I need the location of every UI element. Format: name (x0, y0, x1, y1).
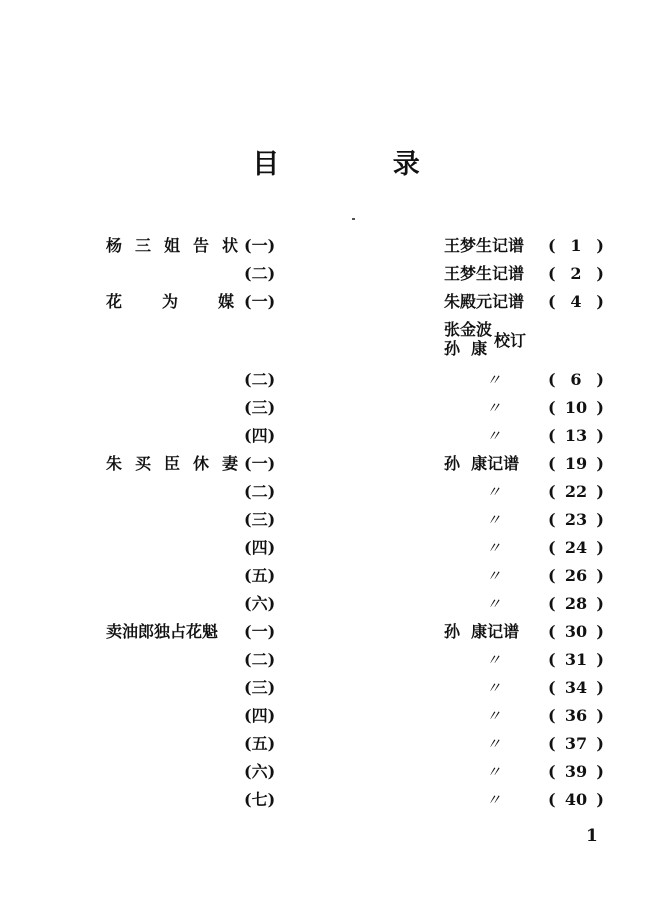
toc-page-number: 10 (564, 398, 588, 417)
toc-part-number: (五) (244, 566, 276, 585)
toc-part-number: (六) (244, 594, 276, 613)
toc-editor: 孙 康记谱 (444, 622, 520, 641)
toc-row (0, 590, 672, 618)
toc-editor: 王梦生记谱 (444, 264, 525, 283)
toc-part-number: (四) (244, 426, 276, 445)
toc-page-ref (548, 734, 604, 754)
toc-page-number: 2 (570, 264, 582, 283)
toc-work-title (106, 236, 238, 256)
toc-part-number: (二) (244, 264, 276, 283)
ditto-mark: 〃 (486, 427, 502, 445)
toc-leader-dots (296, 454, 444, 474)
toc-page-number: 36 (564, 706, 588, 725)
toc-row (0, 232, 672, 260)
toc-row (0, 618, 672, 646)
toc-work-char: 杨 (106, 236, 123, 255)
paren-open: ( (548, 706, 556, 725)
toc-page-ref (548, 762, 604, 782)
paren-close: ) (596, 370, 604, 389)
paren-open: ( (548, 566, 556, 585)
paren-close: ) (596, 762, 604, 781)
toc-row (0, 758, 672, 786)
toc-work-char: 休 (192, 454, 209, 473)
toc-page-ref (548, 622, 604, 642)
toc-work-char: 媒 (217, 292, 234, 311)
toc-page-ref (548, 454, 604, 474)
paren-open: ( (548, 734, 556, 753)
toc-page-number: 37 (564, 734, 588, 753)
ditto-mark: 〃 (486, 735, 502, 753)
paren-open: ( (548, 510, 556, 529)
toc-part-number: (六) (244, 762, 276, 781)
toc-page-ref (548, 426, 604, 446)
toc-leader-dots (296, 622, 444, 642)
toc-page-number: 23 (564, 510, 588, 529)
toc-page-ref (548, 678, 604, 698)
toc-row (0, 646, 672, 674)
toc-leader-dots (296, 398, 442, 418)
toc-part-number: (二) (244, 482, 276, 501)
toc-page-ref (548, 538, 604, 558)
toc-editor: 孙 康记谱 (444, 454, 520, 473)
toc-work-char: 妻 (221, 454, 238, 473)
toc-work-char: 卖油郎独占花魁 (106, 622, 219, 641)
reviewer-name-2: 孙 康 (444, 339, 488, 358)
toc-work-char: 状 (221, 236, 238, 255)
toc-row (0, 478, 672, 506)
toc-part-number: (二) (244, 650, 276, 669)
toc-page-ref (548, 594, 604, 614)
paren-close: ) (596, 482, 604, 501)
ditto-mark: 〃 (486, 707, 502, 725)
paren-open: ( (548, 426, 556, 445)
toc-leader-dots (296, 678, 442, 698)
paren-open: ( (548, 762, 556, 781)
toc-row (0, 394, 672, 422)
paren-close: ) (596, 236, 604, 255)
toc-row (0, 288, 672, 316)
toc-part-number: (一) (244, 236, 276, 255)
toc-page-ref (548, 370, 604, 390)
toc-page-number: 30 (564, 622, 588, 641)
toc-page-number: 39 (564, 762, 588, 781)
paren-close: ) (596, 510, 604, 529)
paren-close: ) (596, 264, 604, 283)
toc-part-number: (四) (244, 538, 276, 557)
toc-part-number: (三) (244, 398, 276, 417)
toc-row (0, 260, 672, 288)
toc-leader-dots (296, 594, 442, 614)
paren-close: ) (596, 678, 604, 697)
toc-work-title (106, 454, 238, 474)
toc-page-ref (548, 482, 604, 502)
toc-work-char: 臣 (163, 454, 180, 473)
ditto-mark: 〃 (486, 567, 502, 585)
toc-part-number: (一) (244, 454, 276, 473)
toc-editor: 王梦生记谱 (444, 236, 525, 255)
paren-close: ) (596, 538, 604, 557)
toc-part-number: (五) (244, 734, 276, 753)
toc-part-number: (三) (244, 678, 276, 697)
toc-work-char: 三 (134, 236, 151, 255)
toc-work-char: 朱 (106, 454, 123, 473)
toc-leader-dots (296, 426, 442, 446)
ditto-mark: 〃 (486, 511, 502, 529)
toc-leader-dots (296, 510, 442, 530)
toc-page-ref (548, 566, 604, 586)
paren-open: ( (548, 370, 556, 389)
toc-row (0, 366, 672, 394)
paren-close: ) (596, 426, 604, 445)
toc-row (0, 506, 672, 534)
toc-page-number: 22 (564, 482, 588, 501)
ditto-mark: 〃 (486, 539, 502, 557)
toc-page-number: 34 (564, 678, 588, 697)
toc-row (0, 422, 672, 450)
paren-close: ) (596, 566, 604, 585)
toc-page-number: 31 (564, 650, 588, 669)
toc-leader-dots (296, 482, 442, 502)
toc-row (0, 786, 672, 814)
toc-work-char: 买 (134, 454, 151, 473)
paren-open: ( (548, 236, 556, 255)
toc-page-ref (548, 264, 604, 284)
paren-close: ) (596, 734, 604, 753)
toc-leader-dots (296, 370, 442, 390)
paren-open: ( (548, 292, 556, 311)
toc-part-number: (四) (244, 706, 276, 725)
toc-page-ref (548, 292, 604, 312)
ditto-mark: 〃 (486, 399, 502, 417)
toc-page-number: 40 (564, 790, 588, 809)
paren-close: ) (596, 622, 604, 641)
paren-open: ( (548, 594, 556, 613)
toc-part-number: (三) (244, 510, 276, 529)
toc-leader-dots (296, 538, 442, 558)
toc-work-char: 为 (161, 292, 178, 311)
toc-leader-dots (296, 264, 444, 284)
reviewer-credit (444, 320, 526, 358)
paren-open: ( (548, 454, 556, 473)
toc-work-char: 告 (192, 236, 209, 255)
toc-page-ref (548, 510, 604, 530)
paren-close: ) (596, 398, 604, 417)
toc-part-number: (一) (244, 622, 276, 641)
paren-close: ) (596, 594, 604, 613)
toc-row (0, 562, 672, 590)
page-title: 目 录 (252, 149, 472, 180)
toc-part-number: (七) (244, 790, 276, 809)
ditto-mark: 〃 (486, 651, 502, 669)
ditto-mark: 〃 (486, 791, 502, 809)
toc-leader-dots (296, 236, 444, 256)
reviewer-name-1: 张金波 (444, 320, 493, 339)
toc-page-number: 24 (564, 538, 588, 557)
toc-page-ref (548, 398, 604, 418)
toc-leader-dots (296, 566, 442, 586)
paren-open: ( (548, 790, 556, 809)
paren-open: ( (548, 678, 556, 697)
toc-part-number: (二) (244, 370, 276, 389)
toc-page-number: 28 (564, 594, 588, 613)
toc-work-char: 姐 (163, 236, 180, 255)
paren-open: ( (548, 650, 556, 669)
page-number: 1 (586, 826, 598, 846)
toc-row (0, 674, 672, 702)
toc-leader-dots (296, 790, 442, 810)
toc-page-ref (548, 236, 604, 256)
toc-leader-dots (296, 762, 442, 782)
toc-leader-dots (296, 292, 444, 312)
reviewer-role: 校订 (494, 330, 527, 350)
ditto-mark: 〃 (486, 679, 502, 697)
paren-close: ) (596, 790, 604, 809)
paren-open: ( (548, 538, 556, 557)
paren-close: ) (596, 454, 604, 473)
toc-part-number: (一) (244, 292, 276, 311)
ditto-mark: 〃 (486, 483, 502, 501)
toc-page-ref (548, 706, 604, 726)
paren-close: ) (596, 706, 604, 725)
ditto-mark: 〃 (486, 763, 502, 781)
toc-editor: 朱殿元记谱 (444, 292, 525, 311)
toc-page-number: 13 (564, 426, 588, 445)
toc-leader-dots (296, 650, 442, 670)
toc-leader-dots (296, 706, 442, 726)
toc-page-number: 4 (570, 292, 582, 311)
ditto-mark: 〃 (486, 595, 502, 613)
paren-open: ( (548, 482, 556, 501)
paren-open: ( (548, 622, 556, 641)
ditto-mark: 〃 (486, 371, 502, 389)
toc-leader-dots (296, 734, 442, 754)
paren-open: ( (548, 264, 556, 283)
toc-work-title (106, 292, 234, 312)
toc-row (0, 730, 672, 758)
toc-page-ref (548, 650, 604, 670)
toc-page-number: 6 (570, 370, 582, 389)
toc-page-number: 19 (564, 454, 588, 473)
toc-row (0, 450, 672, 478)
toc-row (0, 534, 672, 562)
toc-work-title (106, 622, 238, 642)
toc-page-number: 1 (570, 236, 582, 255)
toc-page-ref (548, 790, 604, 810)
toc-page-number: 26 (564, 566, 588, 585)
paren-close: ) (596, 650, 604, 669)
paren-open: ( (548, 398, 556, 417)
toc-work-char: 花 (106, 292, 123, 311)
paren-close: ) (596, 292, 604, 311)
toc-row (0, 702, 672, 730)
